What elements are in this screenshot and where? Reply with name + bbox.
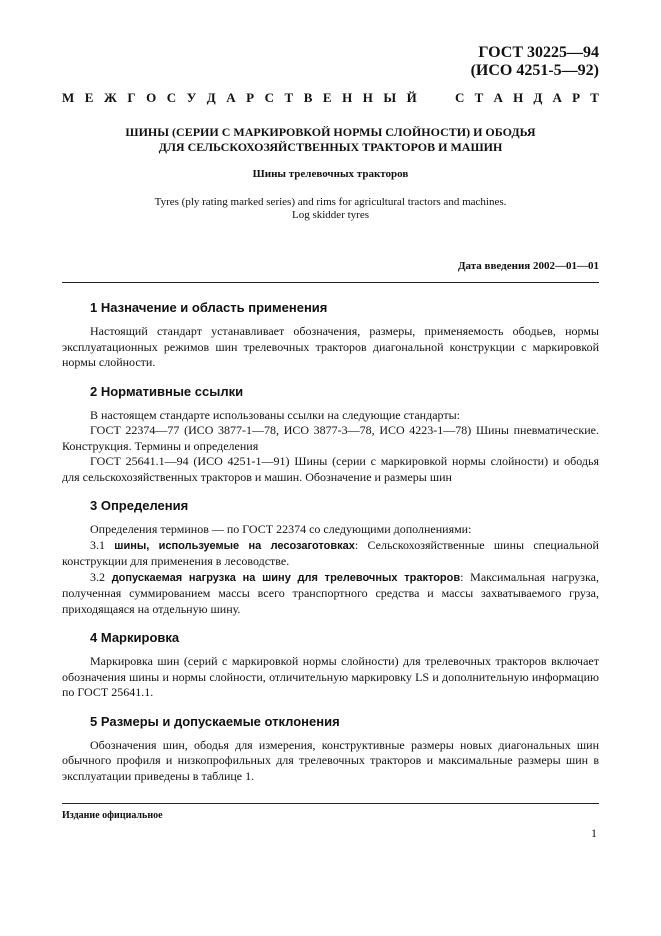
standard-identifier [471,44,599,80]
banner-word-interstate: М Е Ж Г О С У Д А Р С Т В Е Н Н Ы Й [62,90,417,105]
section-heading: 5 Размеры и допускаемые отклонения [90,713,340,729]
english-title-line-1: Tyres (ply rating marked series) and rims for agricultural tractors and machines. [154,196,507,208]
english-title [62,196,599,222]
paragraph: ГОСТ 25641.1—94 (ИСО 4251-1—91) Шины (серии с маркировкой нормы слойности) и ободья для сельскохозяйственных тракторов и машин. Обозначение и размеры шин [62,454,599,484]
paragraph: В настоящем стандарте использованы ссылки на следующие стандарты: [90,407,461,422]
section-4 [62,630,599,701]
header-divider [62,282,599,283]
document-body [62,300,599,797]
page-number: 1 [591,826,597,840]
english-title-line-2: Log skidder tyres [292,209,369,221]
paragraph: Обозначения шин, ободья для измерения, конструктивные размеры новых диагональных шин обычного профиля и низкопрофильных для трелевочных тракторов и максимальные размеры шин в эксплуатации приведены в таблице 1. [62,737,599,783]
paragraph: Настоящий стандарт устанавливает обозначения, размеры, применяемость ободьев, нормы эксплуатационных режимов шин трелевочных тракторов диагональной конструкции с маркировкой нормы слойности. [62,324,599,369]
section-1 [62,300,599,371]
paragraph: Определения терминов — по ГОСТ 22374 со следующими дополнениями: [90,522,472,536]
section-heading: 1 Назначение и область применения [90,300,328,315]
defined-term: шины, используемые на лесозаготовках [114,539,355,552]
title-line-2: ДЛЯ СЕЛЬСКОХОЗЯЙСТВЕННЫХ ТРАКТОРОВ И МАШИН [158,140,503,154]
document-title [62,125,599,155]
title-line-1: ШИНЫ (СЕРИИ С МАРКИРОВКОЙ НОРМЫ СЛОЙНОСТИ) И ОБОДЬЯ [125,125,536,139]
iso-number: (ИСО 4251-5—92) [470,62,599,79]
section-heading: 2 Нормативные ссылки [90,383,244,399]
official-edition-note: Издание официальное [62,810,163,821]
defined-term: допускаемая нагрузка на шину для трелевочных тракторов [111,571,461,584]
footer-divider [62,803,599,804]
definition-3-2: 3.2 допускаемая нагрузка на шину для трелевочных тракторов: Максимальная нагрузка, полученная суммированием массы всего транспортного средства и массы захватываемого груза, приходящаяся на отдельную шину. [62,569,600,616]
interstate-standard-banner [62,90,599,106]
banner-word-standard: С Т А Н Д А Р Т [455,90,599,105]
paragraph: Маркировка шин (серий с маркировкой нормы слойности) для трелевочных тракторов включает обозначения шины и нормы слойности, отличительную маркировку LS и дополнительную информацию по ГОСТ 25641.1. [62,654,599,699]
definition-3-1: 3.1 шины, используемые на лесозаготовках: Сельскохозяйственные шины специальной конструкции для применения в лесоводстве. [62,537,599,568]
section-heading: 4 Маркировка [90,630,180,645]
section-heading: 3 Определения [90,498,189,513]
introduction-date: Дата введения 2002—01—01 [457,260,599,272]
paragraph: ГОСТ 22374—77 (ИСО 3877-1—78, ИСО 3877-3—78, ИСО 4223-1—78) Шины пневматические. Конструкция. Термины и определения [62,423,599,453]
section-2 [62,384,599,486]
document-subtitle: Шины трелевочных тракторов [252,168,409,180]
standard-number: ГОСТ 30225—94 [478,44,599,61]
section-3 [62,498,599,617]
section-5 [62,714,599,785]
